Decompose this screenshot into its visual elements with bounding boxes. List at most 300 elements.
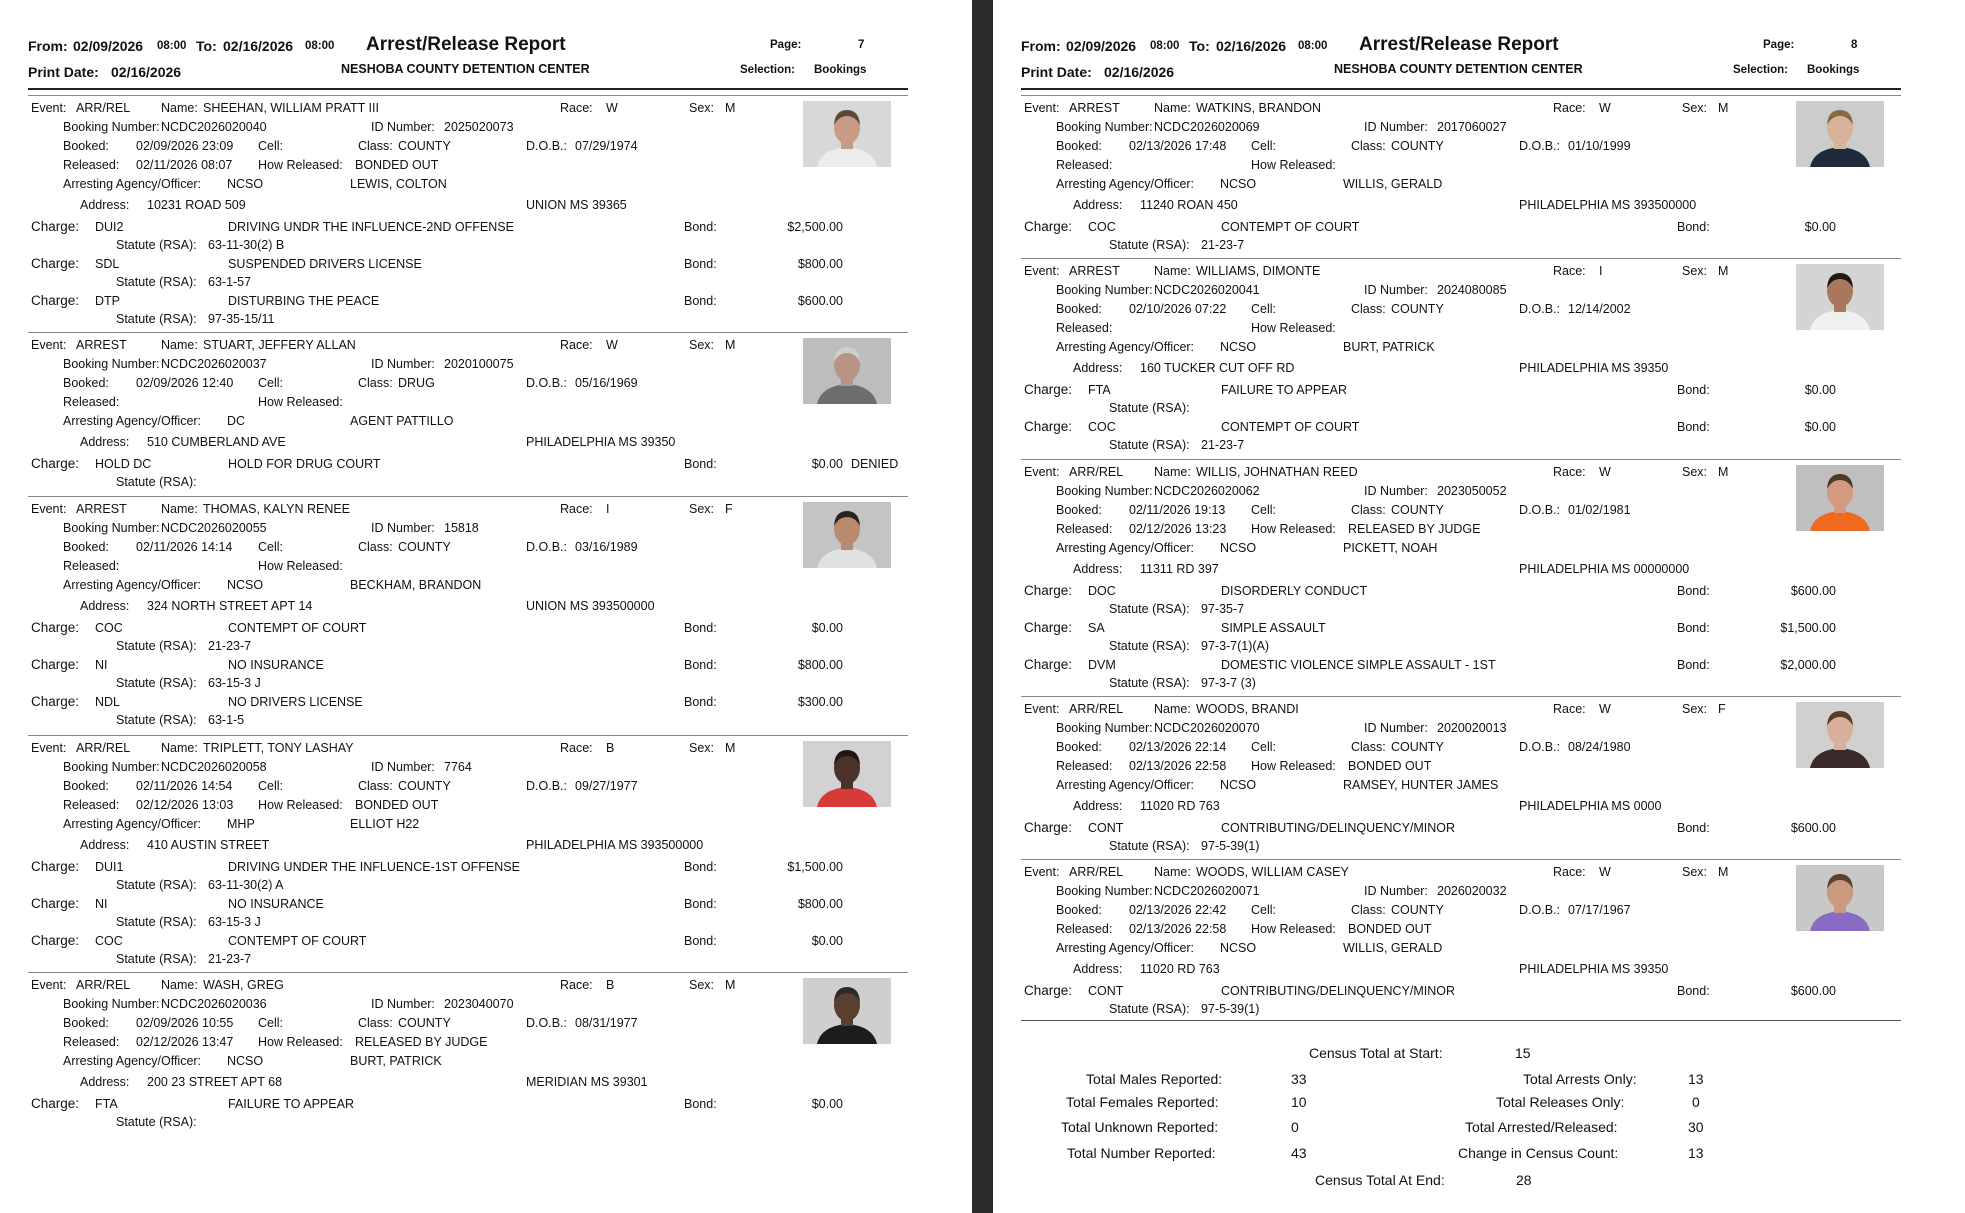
record-separator: [28, 972, 908, 973]
charge-label: Charge:: [31, 293, 80, 308]
released-label: Released:: [1056, 321, 1113, 335]
arresting-officer: ELLIOT H22: [350, 817, 420, 831]
mugshot-figure: [803, 741, 891, 807]
sex-value: F: [1718, 702, 1726, 716]
address-label: Address:: [80, 1075, 130, 1089]
charge-code: COC: [95, 621, 123, 635]
charge-label: Charge:: [1024, 657, 1073, 672]
sex-label: Sex:: [689, 502, 715, 516]
address-value: 11311 RD 397: [1140, 562, 1219, 576]
name-label: Name:: [161, 978, 198, 992]
how-released-label: How Released:: [1251, 158, 1336, 172]
statute-label: Statute (RSA):: [116, 475, 197, 489]
booking-number-label: Booking Number:: [1056, 721, 1153, 735]
booking-number: NCDC2026020070: [1154, 721, 1260, 735]
statute-label: Statute (RSA):: [116, 639, 197, 653]
cell-label: Cell:: [1251, 903, 1277, 917]
dob-value: 08/24/1980: [1568, 740, 1631, 754]
booking-number: NCDC2026020058: [161, 760, 267, 774]
bond-label: Bond:: [684, 457, 717, 471]
charge-label: Charge:: [1024, 820, 1073, 835]
address-label: Address:: [1073, 198, 1123, 212]
event-label: Event:: [1024, 465, 1060, 479]
how-released-value: RELEASED BY JUDGE: [1348, 522, 1481, 536]
class-label: Class:: [358, 540, 393, 554]
bond-amount: $2,500.00: [787, 220, 843, 234]
bond-amount: $600.00: [1790, 821, 1836, 835]
selection-value: Bookings: [1807, 64, 1860, 76]
id-number-label: ID Number:: [1364, 484, 1428, 498]
dob-value: 01/02/1981: [1568, 503, 1631, 517]
charge-description: DRIVING UNDER THE INFLUENCE-1ST OFFENSE: [228, 860, 520, 874]
id-number-label: ID Number:: [371, 997, 435, 1011]
statute-value: 63-1-57: [208, 275, 252, 289]
id-number: 2020020013: [1437, 721, 1507, 735]
released-label: Released:: [1056, 922, 1113, 936]
released-datetime: 02/13/2026 22:58: [1129, 759, 1227, 773]
bond-label: Bond:: [684, 1097, 717, 1111]
statute-label: Statute (RSA):: [116, 952, 197, 966]
bond-amount: $1,500.00: [1780, 621, 1836, 635]
class-value: COUNTY: [398, 779, 451, 793]
address-value: 11240 ROAN 450: [1140, 198, 1238, 212]
event-label: Event:: [1024, 702, 1060, 716]
id-number-label: ID Number:: [371, 357, 435, 371]
arrests-label: Total Arrests Only:: [1523, 1071, 1637, 1087]
class-value: COUNTY: [398, 540, 451, 554]
sex-label: Sex:: [1682, 101, 1708, 115]
class-label: Class:: [358, 1016, 393, 1030]
booked-label: Booked:: [1056, 503, 1102, 517]
dob-label: D.O.B.:: [526, 779, 567, 793]
inmate-name: WILLIAMS, DIMONTE: [1196, 264, 1321, 278]
race-label: Race:: [1553, 101, 1586, 115]
statute-value: 97-3-7 (3): [1201, 676, 1256, 690]
statute-value: 63-15-3 J: [208, 915, 261, 929]
sex-label: Sex:: [1682, 865, 1708, 879]
report-page-7: [0, 0, 972, 1213]
event-label: Event:: [1024, 865, 1060, 879]
city-state-zip: PHILADELPHIA MS 39350: [1519, 962, 1669, 976]
race-value: W: [1599, 101, 1611, 115]
charge-code: COC: [1088, 420, 1116, 434]
statute-label: Statute (RSA):: [116, 915, 197, 929]
class-label: Class:: [358, 779, 393, 793]
name-label: Name:: [161, 741, 198, 755]
charge-code: NI: [95, 658, 108, 672]
sex-label: Sex:: [1682, 702, 1708, 716]
cell-label: Cell:: [258, 139, 284, 153]
race-label: Race:: [1553, 465, 1586, 479]
statute-value: 21-23-7: [1201, 238, 1245, 252]
statute-label: Statute (RSA):: [1109, 676, 1190, 690]
name-label: Name:: [1154, 465, 1191, 479]
event-type: ARR/REL: [1069, 865, 1124, 879]
booked-datetime: 02/09/2026 12:40: [136, 376, 234, 390]
event-label: Event:: [31, 502, 67, 516]
to-label: To:: [1189, 38, 1210, 54]
charge-label: Charge:: [31, 256, 80, 271]
statute-value: 63-15-3 J: [208, 676, 261, 690]
name-label: Name:: [161, 101, 198, 115]
releases-label: Total Releases Only:: [1496, 1094, 1625, 1110]
booked-datetime: 02/11/2026 14:54: [136, 779, 233, 793]
arresting-officer: LEWIS, COLTON: [350, 177, 447, 191]
bond-label: Bond:: [684, 658, 717, 672]
cell-label: Cell:: [1251, 503, 1277, 517]
census-end-value: 28: [1516, 1172, 1532, 1188]
bond-amount: $800.00: [797, 257, 843, 271]
sex-label: Sex:: [1682, 264, 1708, 278]
print-date-label: Print Date:: [1021, 64, 1092, 80]
statute-value: 21-23-7: [208, 639, 252, 653]
race-label: Race:: [1553, 264, 1586, 278]
how-released-label: How Released:: [1251, 321, 1336, 335]
from-time: 08:00: [157, 40, 187, 52]
unknown-label: Total Unknown Reported:: [1061, 1119, 1219, 1135]
arresting-agency-label: Arresting Agency/Officer:: [1056, 541, 1195, 555]
cell-label: Cell:: [258, 540, 284, 554]
released-label: Released:: [63, 395, 120, 409]
charge-label: Charge:: [31, 657, 80, 672]
dob-value: 07/17/1967: [1568, 903, 1631, 917]
booking-number-label: Booking Number:: [63, 521, 160, 535]
dob-label: D.O.B.:: [526, 139, 567, 153]
statute-value: 97-5-39(1): [1201, 1002, 1260, 1016]
arresting-officer: AGENT PATTILLO: [350, 414, 454, 428]
how-released-label: How Released:: [1251, 922, 1336, 936]
name-label: Name:: [1154, 264, 1191, 278]
event-type: ARREST: [76, 502, 127, 516]
released-label: Released:: [63, 559, 120, 573]
sex-value: M: [1718, 865, 1729, 879]
bond-label: Bond:: [1677, 584, 1710, 598]
id-number-label: ID Number:: [371, 521, 435, 535]
inmate-name: SHEEHAN, WILLIAM PRATT III: [203, 101, 379, 115]
statute-label: Statute (RSA):: [1109, 438, 1190, 452]
cell-label: Cell:: [1251, 139, 1277, 153]
how-released-value: BONDED OUT: [355, 798, 439, 812]
bond-amount: $1,500.00: [787, 860, 843, 874]
charge-description: CONTRIBUTING/DELINQUENCY/MINOR: [1221, 984, 1456, 998]
mugshot-figure: [803, 338, 891, 404]
census-end-label: Census Total At End:: [1315, 1172, 1445, 1188]
address-value: 11020 RD 763: [1140, 799, 1220, 813]
id-number-label: ID Number:: [1364, 884, 1428, 898]
booking-number-label: Booking Number:: [1056, 283, 1153, 297]
address-value: 200 23 STREET APT 68: [147, 1075, 283, 1089]
charge-label: Charge:: [1024, 620, 1073, 635]
bond-label: Bond:: [684, 934, 717, 948]
arresting-officer: BECKHAM, BRANDON: [350, 578, 482, 592]
released-datetime: 02/13/2026 22:58: [1129, 922, 1227, 936]
booked-label: Booked:: [63, 779, 109, 793]
race-label: Race:: [1553, 865, 1586, 879]
arresting-agency: NCSO: [1220, 340, 1257, 354]
sex-label: Sex:: [689, 101, 715, 115]
from-date: 02/09/2026: [73, 38, 144, 54]
arresting-officer: BURT, PATRICK: [1343, 340, 1435, 354]
charge-label: Charge:: [1024, 219, 1073, 234]
sex-value: M: [725, 978, 736, 992]
cell-label: Cell:: [258, 1016, 284, 1030]
booked-datetime: 02/10/2026 07:22: [1129, 302, 1227, 316]
booking-number: NCDC2026020040: [161, 120, 267, 134]
name-label: Name:: [161, 338, 198, 352]
change-value: 13: [1688, 1145, 1704, 1161]
event-label: Event:: [31, 101, 67, 115]
class-value: COUNTY: [1391, 503, 1444, 517]
booked-datetime: 02/09/2026 23:09: [136, 139, 234, 153]
released-label: Released:: [1056, 522, 1113, 536]
arresting-agency: DC: [227, 414, 246, 428]
released-label: Released:: [63, 158, 120, 172]
class-value: COUNTY: [398, 139, 451, 153]
dob-label: D.O.B.:: [1519, 903, 1560, 917]
charge-code: FTA: [95, 1097, 118, 1111]
charge-description: NO INSURANCE: [228, 658, 324, 672]
sex-value: M: [1718, 264, 1729, 278]
booking-number-label: Booking Number:: [1056, 120, 1153, 134]
sex-label: Sex:: [689, 978, 715, 992]
booked-label: Booked:: [1056, 302, 1102, 316]
selection-value: Bookings: [814, 64, 867, 76]
address-label: Address:: [80, 838, 130, 852]
statute-value: 63-11-30(2) B: [208, 238, 285, 252]
booking-number-label: Booking Number:: [1056, 484, 1153, 498]
id-number: 7764: [444, 760, 472, 774]
booking-number-label: Booking Number:: [63, 120, 160, 134]
how-released-value: RELEASED BY JUDGE: [355, 1035, 488, 1049]
change-label: Change in Census Count:: [1458, 1145, 1619, 1161]
id-number-label: ID Number:: [371, 120, 435, 134]
bond-amount: $600.00: [1790, 584, 1836, 598]
id-number: 2026020032: [1437, 884, 1507, 898]
class-value: DRUG: [398, 376, 435, 390]
bond-label: Bond:: [1677, 621, 1710, 635]
booked-datetime: 02/09/2026 10:55: [136, 1016, 234, 1030]
city-state-zip: UNION MS 39365: [526, 198, 627, 212]
address-value: 11020 RD 763: [1140, 962, 1220, 976]
name-label: Name:: [161, 502, 198, 516]
arresting-agency-label: Arresting Agency/Officer:: [1056, 778, 1195, 792]
record-separator: [28, 735, 908, 736]
dob-label: D.O.B.:: [1519, 740, 1560, 754]
males-label: Total Males Reported:: [1086, 1071, 1223, 1087]
arresting-officer: WILLIS, GERALD: [1343, 941, 1443, 955]
mugshot-figure: [803, 101, 891, 167]
id-number: 15818: [444, 521, 479, 535]
booked-datetime: 02/13/2026 17:48: [1129, 139, 1227, 153]
booked-label: Booked:: [63, 540, 109, 554]
charge-description: FAILURE TO APPEAR: [228, 1097, 354, 1111]
dob-label: D.O.B.:: [1519, 302, 1560, 316]
bond-label: Bond:: [684, 220, 717, 234]
event-type: ARR/REL: [76, 741, 131, 755]
city-state-zip: PHILADELPHIA MS 39350: [526, 435, 676, 449]
statute-label: Statute (RSA):: [116, 878, 197, 892]
how-released-value: BONDED OUT: [1348, 922, 1432, 936]
booking-number: NCDC2026020071: [1154, 884, 1260, 898]
city-state-zip: MERIDIAN MS 39301: [526, 1075, 648, 1089]
address-value: 510 CUMBERLAND AVE: [147, 435, 286, 449]
statute-label: Statute (RSA):: [116, 312, 197, 326]
mugshot-figure: [803, 978, 891, 1044]
charge-code: DUI1: [95, 860, 124, 874]
statute-value: 97-35-15/11: [208, 312, 275, 326]
released-label: Released:: [63, 1035, 120, 1049]
page-label: Page:: [770, 39, 802, 51]
event-type: ARR/REL: [76, 978, 131, 992]
address-value: 410 AUSTIN STREET: [147, 838, 270, 852]
class-value: COUNTY: [1391, 903, 1444, 917]
id-number-label: ID Number:: [371, 760, 435, 774]
booked-datetime: 02/11/2026 14:14: [136, 540, 233, 554]
arresting-agency: NCSO: [1220, 177, 1257, 191]
race-label: Race:: [1553, 702, 1586, 716]
dob-label: D.O.B.:: [1519, 503, 1560, 517]
arrel-label: Total Arrested/Released:: [1465, 1119, 1618, 1135]
charge-label: Charge:: [31, 933, 80, 948]
from-date: 02/09/2026: [1066, 38, 1137, 54]
arrests-value: 13: [1688, 1071, 1704, 1087]
charge-code: FTA: [1088, 383, 1111, 397]
statute-value: 63-1-5: [208, 713, 245, 727]
race-value: W: [606, 101, 618, 115]
bond-label: Bond:: [684, 695, 717, 709]
arresting-officer: PICKETT, NOAH: [1343, 541, 1438, 555]
name-label: Name:: [1154, 865, 1191, 879]
bond-label: Bond:: [684, 257, 717, 271]
charge-code: SDL: [95, 257, 120, 271]
statute-label: Statute (RSA):: [116, 238, 197, 252]
booked-label: Booked:: [63, 139, 109, 153]
arresting-agency: NCSO: [1220, 778, 1257, 792]
event-type: ARREST: [1069, 264, 1120, 278]
charge-description: CONTEMPT OF COURT: [228, 621, 367, 635]
released-label: Released:: [1056, 759, 1113, 773]
statute-value: 63-11-30(2) A: [208, 878, 284, 892]
address-label: Address:: [80, 435, 130, 449]
charge-code: SA: [1088, 621, 1105, 635]
address-label: Address:: [1073, 562, 1123, 576]
selection-label: Selection:: [740, 64, 795, 76]
mugshot-photo: [803, 101, 891, 167]
race-label: Race:: [560, 741, 593, 755]
event-label: Event:: [31, 741, 67, 755]
booking-number: NCDC2026020037: [161, 357, 267, 371]
dob-value: 08/31/1977: [575, 1016, 638, 1030]
id-number: 2024080085: [1437, 283, 1507, 297]
id-number: 2023050052: [1437, 484, 1507, 498]
page-number: 8: [1851, 39, 1858, 51]
arresting-agency: MHP: [227, 817, 255, 831]
number-label: Total Number Reported:: [1067, 1145, 1216, 1161]
females-value: 10: [1291, 1094, 1307, 1110]
bond-amount: $800.00: [797, 658, 843, 672]
arrel-value: 30: [1688, 1119, 1704, 1135]
booked-datetime: 02/11/2026 19:13: [1129, 503, 1226, 517]
event-type: ARR/REL: [1069, 465, 1124, 479]
dob-label: D.O.B.:: [526, 540, 567, 554]
arresting-agency-label: Arresting Agency/Officer:: [63, 177, 202, 191]
unknown-value: 0: [1291, 1119, 1299, 1135]
charge-description: SIMPLE ASSAULT: [1221, 621, 1326, 635]
event-type: ARREST: [76, 338, 127, 352]
booked-label: Booked:: [1056, 903, 1102, 917]
statute-value: 97-5-39(1): [1201, 839, 1260, 853]
to-time: 08:00: [305, 40, 335, 52]
how-released-value: BONDED OUT: [1348, 759, 1432, 773]
how-released-value: BONDED OUT: [355, 158, 439, 172]
city-state-zip: PHILADELPHIA MS 00000000: [1519, 562, 1690, 576]
arresting-agency-label: Arresting Agency/Officer:: [63, 414, 202, 428]
bond-label: Bond:: [684, 294, 717, 308]
statute-label: Statute (RSA):: [1109, 401, 1190, 415]
address-label: Address:: [1073, 962, 1123, 976]
sex-label: Sex:: [689, 741, 715, 755]
class-label: Class:: [1351, 503, 1386, 517]
charge-description: DISORDERLY CONDUCT: [1221, 584, 1368, 598]
charge-label: Charge:: [31, 219, 80, 234]
sex-label: Sex:: [689, 338, 715, 352]
charge-code: NDL: [95, 695, 121, 709]
race-value: W: [1599, 865, 1611, 879]
bond-label: Bond:: [1677, 220, 1710, 234]
race-label: Race:: [560, 338, 593, 352]
bond-amount: $0.00: [1804, 220, 1836, 234]
booking-number: NCDC2026020055: [161, 521, 267, 535]
event-label: Event:: [1024, 264, 1060, 278]
charge-code: DOC: [1088, 584, 1116, 598]
how-released-label: How Released:: [258, 158, 343, 172]
charge-code: DVM: [1088, 658, 1116, 672]
bond-label: Bond:: [1677, 383, 1710, 397]
from-label: From:: [1021, 38, 1061, 54]
mugshot-photo: [803, 338, 891, 404]
statute-label: Statute (RSA):: [116, 1115, 197, 1129]
statute-label: Statute (RSA):: [1109, 1002, 1190, 1016]
to-time: 08:00: [1298, 40, 1328, 52]
city-state-zip: UNION MS 393500000: [526, 599, 655, 613]
charge-code: COC: [95, 934, 123, 948]
booking-number: NCDC2026020062: [1154, 484, 1260, 498]
charge-code: HOLD DC: [95, 457, 152, 471]
sex-value: M: [725, 741, 736, 755]
id-number-label: ID Number:: [1364, 120, 1428, 134]
statute-label: Statute (RSA):: [1109, 839, 1190, 853]
charge-code: CONT: [1088, 984, 1124, 998]
charge-description: CONTEMPT OF COURT: [228, 934, 367, 948]
statute-label: Statute (RSA):: [116, 713, 197, 727]
bond-amount: $0.00: [811, 934, 843, 948]
inmate-name: THOMAS, KALYN RENEE: [203, 502, 351, 516]
race-value: I: [606, 502, 610, 516]
charge-label: Charge:: [1024, 583, 1073, 598]
bond-label: Bond:: [684, 860, 717, 874]
arresting-agency-label: Arresting Agency/Officer:: [63, 1054, 202, 1068]
released-datetime: 02/12/2026 13:03: [136, 798, 234, 812]
arresting-agency: NCSO: [227, 177, 264, 191]
arresting-agency-label: Arresting Agency/Officer:: [1056, 941, 1195, 955]
sex-value: M: [1718, 465, 1729, 479]
males-value: 33: [1291, 1071, 1307, 1087]
class-value: COUNTY: [1391, 302, 1444, 316]
report-page-8: [993, 0, 1965, 1213]
id-number: 2020100075: [444, 357, 514, 371]
charge-description: CONTEMPT OF COURT: [1221, 420, 1360, 434]
released-label: Released:: [63, 798, 120, 812]
